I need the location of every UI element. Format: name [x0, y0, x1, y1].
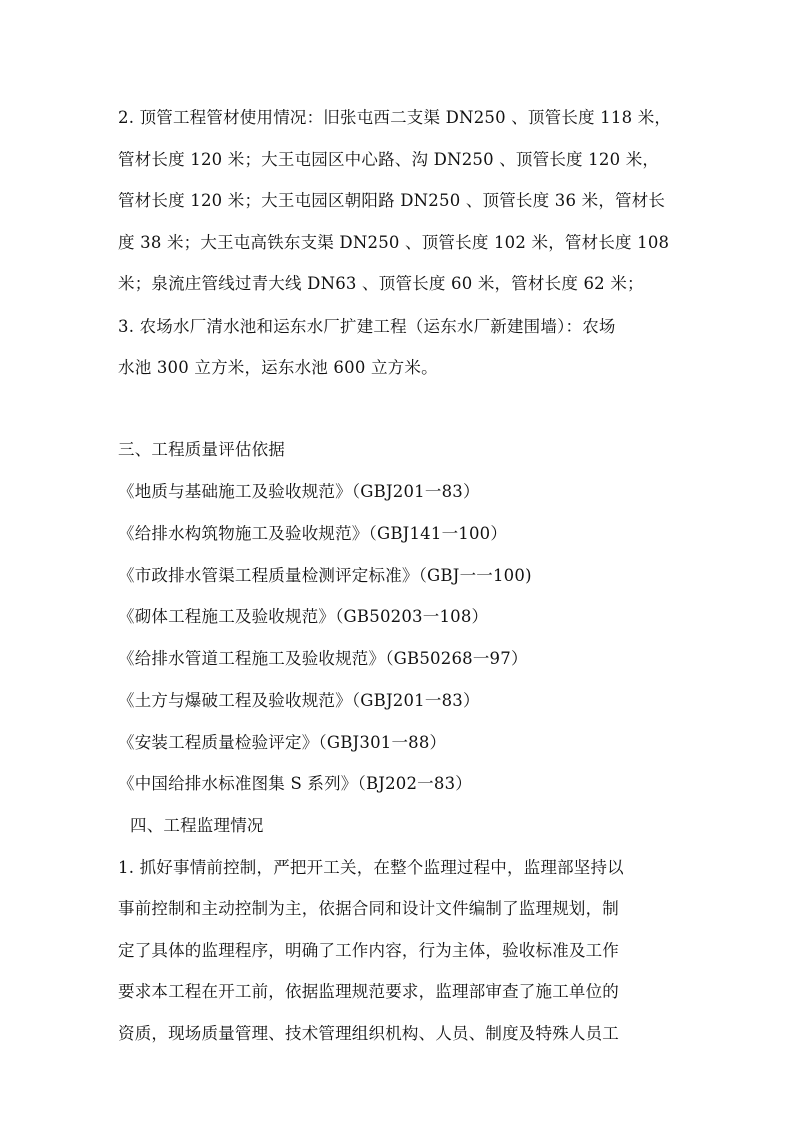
section3-heading: 三、工程质量评估依据 — [118, 440, 285, 459]
section4-para1-line-2: 事前控制和主动控制为主，依据合同和设计文件编制了监理规划，制 — [118, 899, 619, 918]
section4-heading: 四、工程监理情况 — [130, 816, 264, 835]
reference-item: 《市政排水管渠工程质量检测评定标准》（GBJ一一100) — [118, 566, 532, 585]
reference-item: 《砌体工程施工及验收规范》（GB50203一108） — [118, 607, 489, 626]
reference-item: 《地质与基础施工及验收规范》（GBJ201一83） — [118, 482, 480, 501]
reference-item: 《安装工程质量检验评定》（GBJ301一88） — [118, 733, 447, 752]
section4-para1-line-1: 1. 抓好事情前控制，严把开工关，在整个监理过程中，监理部坚持以 — [118, 858, 624, 877]
item2-line-4: 度 38 米；大王屯高铁东支渠 DN250 、顶管长度 102 米，管材长度 108 — [118, 233, 670, 252]
item2-line-2: 管材长度 120 米；大王屯园区中心路、沟 DN250 、顶管长度 120 米， — [118, 150, 660, 169]
item2-line-3: 管材长度 120 米；大王屯园区朝阳路 DN250 、顶管长度 36 米，管材长 — [118, 191, 666, 210]
reference-item: 《给排水构筑物施工及验收规范》（GBJ141一100） — [118, 524, 508, 543]
item2-line-5: 米；泉流庄管线过青大线 DN63 、顶管长度 60 米，管材长度 62 米； — [118, 274, 644, 293]
item3-line-2: 水池 300 立方米，运东水池 600 立方米。 — [118, 358, 438, 377]
item2-line-1: 2. 顶管工程管材使用情况：旧张屯西二支渠 DN250 、顶管长度 118 米， — [118, 108, 672, 127]
reference-item: 《中国给排水标准图集 S 系列》（BJ202一83） — [118, 774, 472, 793]
reference-item: 《给排水管道工程施工及验收规范》（GB50268一97） — [118, 649, 528, 668]
section4-para1-line-3: 定了具体的监理程序，明确了工作内容，行为主体，验收标准及工作 — [118, 941, 619, 960]
item3-line-1: 3. 农场水厂清水池和运东水厂扩建工程（运东水厂新建围墙）：农场 — [118, 317, 616, 336]
section4-para1-line-4: 要求本工程在开工前，依据监理规范要求，监理部审查了施工单位的 — [118, 982, 619, 1001]
reference-item: 《土方与爆破工程及验收规范》（GBJ201一83） — [118, 691, 480, 710]
section4-para1-line-5: 资质，现场质量管理、技术管理组织机构、人员、制度及特殊人员工 — [118, 1024, 619, 1043]
